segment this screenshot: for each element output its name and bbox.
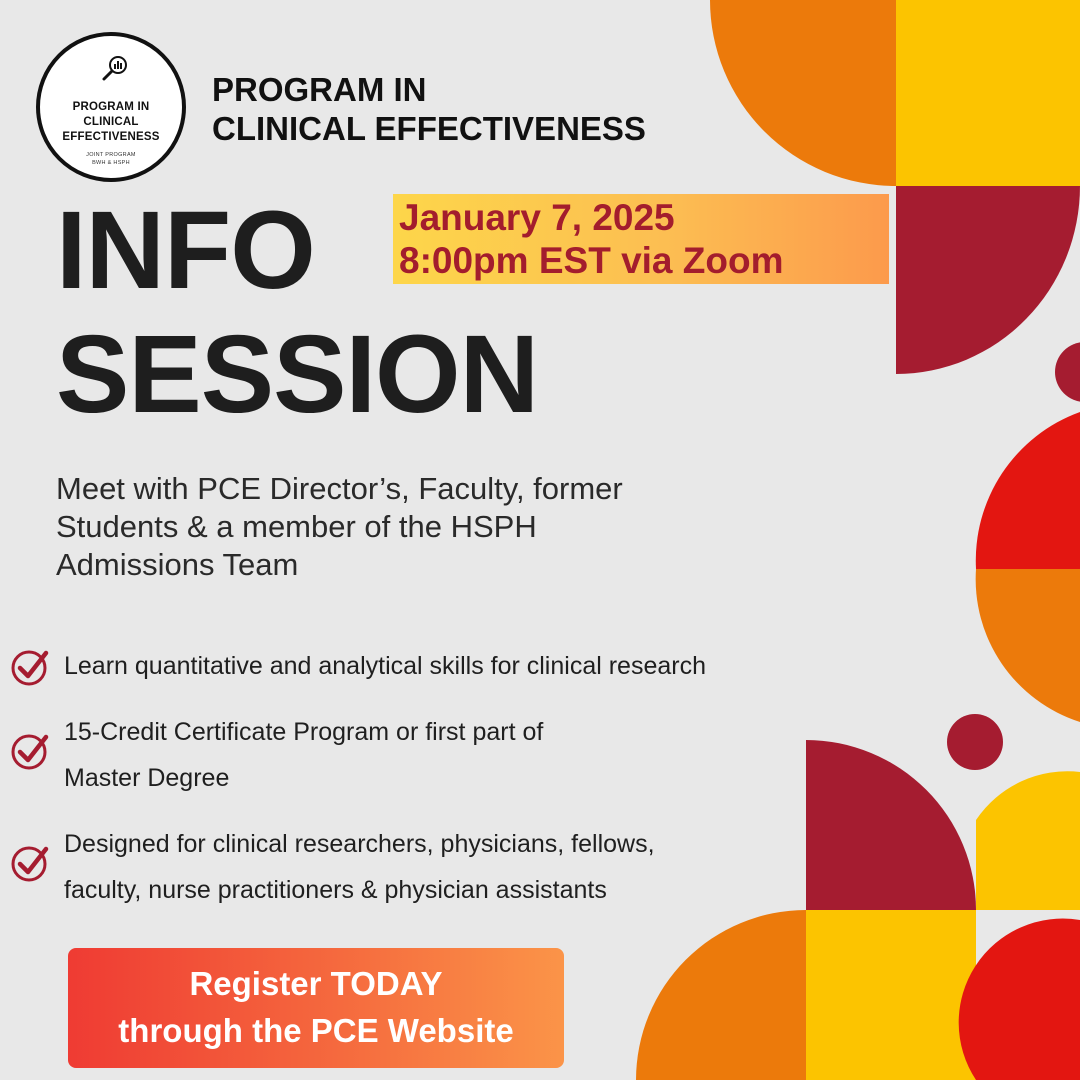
- logo-name-line: CLINICAL: [83, 116, 139, 128]
- bullet-line: Learn quantitative and analytical skills for clinical research: [64, 652, 706, 680]
- logo-sub-line: BWH & HSPH: [92, 160, 130, 166]
- bullet-line: faculty, nurse practitioners & physician assistants: [64, 876, 607, 904]
- register-button-line-2: through the PCE Website: [118, 1012, 514, 1049]
- event-time: 8:00pm EST via Zoom: [399, 240, 784, 281]
- magnifier-chart-icon: [100, 54, 130, 84]
- logo-name-line: EFFECTIVENESS: [62, 131, 160, 143]
- program-title-line-1: PROGRAM IN: [212, 71, 427, 108]
- bullet-item: [64, 709, 904, 801]
- program-logo: [36, 32, 186, 182]
- orange-quarter-shape-2: [976, 569, 1080, 722]
- crimson-dot-shape-2: [947, 714, 1003, 770]
- check-circle-icon: [10, 731, 50, 771]
- session-description: [56, 470, 816, 584]
- red-quarter-shape: [976, 412, 1080, 569]
- bullet-line: Designed for clinical researchers, physicians, fellows,: [64, 830, 655, 858]
- event-date-banner: [393, 194, 889, 284]
- bullet-item: [64, 643, 904, 689]
- bullet-line: 15-Credit Certificate Program or first part of: [64, 718, 544, 746]
- orange-quarter-shape-3: [636, 910, 806, 1080]
- event-date: January 7, 2025: [399, 197, 675, 238]
- crimson-quarter-shape: [896, 186, 1080, 374]
- check-circle-icon: [10, 647, 50, 687]
- crimson-dot-shape: [1055, 342, 1080, 402]
- check-circle-icon: [10, 843, 50, 883]
- yellow-block-shape: [896, 0, 1080, 186]
- red-quarter-shape-2: [959, 919, 1080, 1080]
- program-title-line-2: CLINICAL EFFECTIVENESS: [212, 110, 646, 147]
- heading-info: INFO: [56, 189, 315, 312]
- logo-subtitle: [48, 151, 174, 167]
- register-button[interactable]: [68, 948, 564, 1068]
- program-title: [212, 70, 732, 148]
- description-line: Meet with PCE Director’s, Faculty, former: [56, 471, 623, 506]
- heading-session: SESSION: [56, 313, 539, 436]
- description-line: Students & a member of the HSPH: [56, 509, 537, 544]
- logo-name-line: PROGRAM IN: [72, 101, 150, 113]
- bullet-line: Master Degree: [64, 764, 230, 792]
- register-button-line-1: Register TODAY: [189, 965, 443, 1002]
- logo-program-name: [48, 100, 174, 145]
- yellow-quarter-shape: [976, 771, 1080, 910]
- yellow-block-shape-2: [806, 910, 976, 1080]
- orange-quarter-shape: [710, 0, 896, 186]
- description-line: Admissions Team: [56, 547, 299, 582]
- logo-sub-line: JOINT PROGRAM: [86, 152, 136, 158]
- bullet-item: [64, 821, 904, 913]
